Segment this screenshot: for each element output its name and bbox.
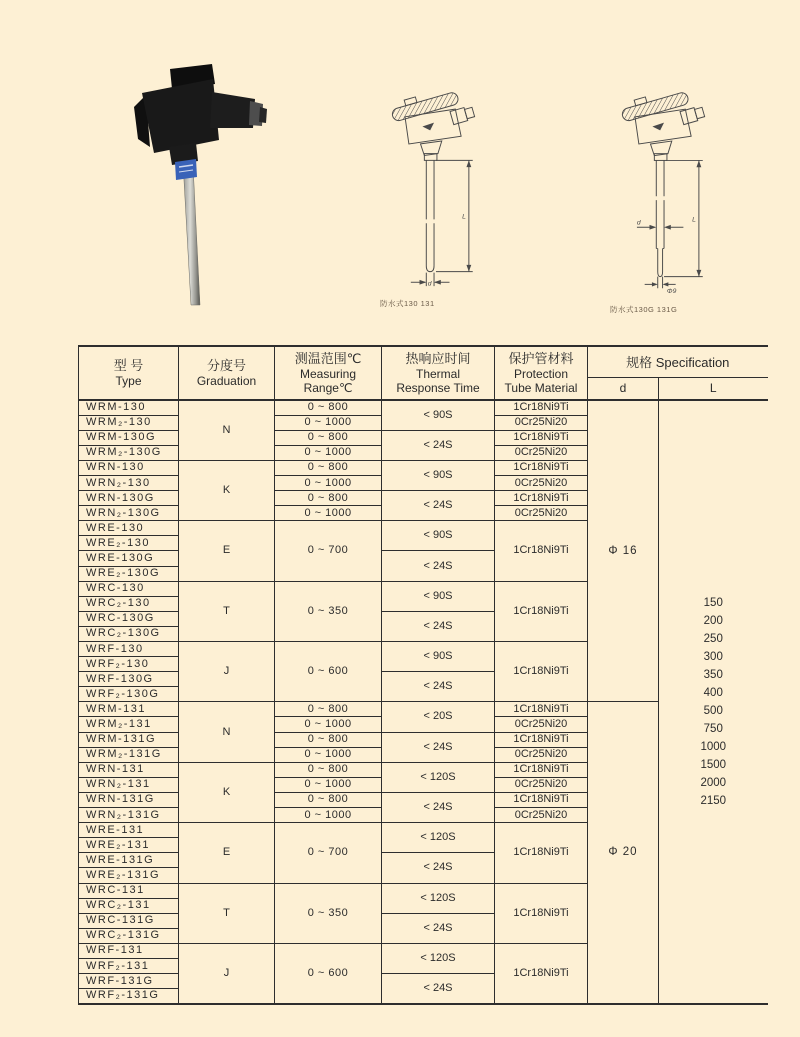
diameter-cell: Φ 16 [588,400,659,702]
header-thermal [382,346,495,400]
header-type [79,346,179,400]
range-cell: 0 ~ 1000 [275,747,382,762]
material-cell: 0Cr25Ni20 [495,415,588,430]
model-cell: WRF₂-130G [79,687,179,702]
length-value: 500 [703,704,723,717]
thermal-cell: < 24S [382,491,495,521]
material-cell: 0Cr25Ni20 [495,445,588,460]
thermal-cell: < 24S [382,974,495,1004]
thermal-cell: < 24S [382,792,495,822]
model-cell: WRF-131G [79,974,179,989]
technical-drawing-130 [380,82,492,309]
probe-label [175,159,197,180]
thermal-cell: < 120S [382,762,495,792]
model-cell: WRE₂-131G [79,868,179,883]
material-cell: 0Cr25Ni20 [495,475,588,490]
model-cell: WRE-130G [79,551,179,566]
range-cell: 0 ~ 800 [275,430,382,445]
thermal-cell: < 24S [382,672,495,702]
header-graduation-cn: 分度号 [206,358,246,373]
length-value: 250 [703,632,723,645]
model-cell: WRC-131 [79,883,179,898]
range-cell: 0 ~ 1000 [275,475,382,490]
material-cell: 1Cr18Ni9Ti [495,792,588,807]
model-cell: WRE₂-130 [79,536,179,551]
range-cell: 0 ~ 800 [275,732,382,747]
length-value: 750 [703,722,723,735]
dimension-d [411,273,450,288]
model-cell: WRE-130 [79,521,179,536]
model-cell: WRN₂-131G [79,808,179,823]
range-cell: 0 ~ 800 [275,491,382,506]
material-cell: 1Cr18Ni9Ti [495,702,588,717]
length-value: 150 [703,596,723,609]
graduation-cell: N [179,400,275,460]
header-material-en2: Tube Material [504,381,578,395]
thermal-cell: < 90S [382,400,495,430]
dim-L-label: L [692,216,696,224]
model-cell: WRE₂-130G [79,566,179,581]
range-cell: 0 ~ 800 [275,762,382,777]
header-range-en2: Range℃ [303,381,353,395]
length-value: 2150 [700,794,727,807]
graduation-cell: T [179,581,275,641]
range-cell: 0 ~ 1000 [275,506,382,521]
length-value: 1500 [700,758,727,771]
model-cell: WRN₂-130G [79,506,179,521]
thermal-cell: < 24S [382,853,495,883]
model-cell: WRF-131 [79,943,179,958]
material-cell: 1Cr18Ni9Ti [495,460,588,475]
model-cell: WRM-130G [79,430,179,445]
drawing-130-art [380,82,490,290]
length-value: 1000 [700,740,727,753]
header-material [495,346,588,400]
model-cell: WRE-131 [79,823,179,838]
tip-diameter-label: Φ9 [666,288,677,296]
range-cell: 0 ~ 800 [275,460,382,475]
thermal-cell: < 90S [382,642,495,672]
length-value: 200 [703,614,723,627]
model-cell: WRC-131G [79,913,179,928]
header-specification: 规格 Specification [588,346,768,378]
junction-head [134,64,267,180]
range-cell: 0 ~ 1000 [275,808,382,823]
material-cell: 1Cr18Ni9Ti [495,521,588,581]
drawing-head [619,86,705,161]
thermal-cell: < 24S [382,430,495,460]
model-cell: WRM₂-131G [79,747,179,762]
range-cell: 0 ~ 1000 [275,445,382,460]
model-cell: WRE-131G [79,853,179,868]
thermocouple-photo-art [112,55,312,310]
graduation-cell: J [179,943,275,1003]
material-cell: 0Cr25Ni20 [495,808,588,823]
range-cell: 0 ~ 1000 [275,415,382,430]
header-material-en1: Protection [513,367,569,381]
thermal-cell: < 90S [382,581,495,611]
material-cell: 1Cr18Ni9Ti [495,883,588,943]
dimension-tip [645,277,677,295]
model-cell: WRF₂-130 [79,657,179,672]
graduation-cell: J [179,642,275,702]
drawing-head [389,86,475,161]
graduation-cell: E [179,823,275,883]
graduation-cell: K [179,460,275,520]
model-cell: WRF-130 [79,642,179,657]
material-cell: 1Cr18Ni9Ti [495,762,588,777]
model-cell: WRE₂-131 [79,838,179,853]
header-material-cn: 保护管材料 [508,351,574,366]
header-type-cn: 型 号 [113,358,144,373]
drawing-probe [656,160,664,276]
graduation-cell: T [179,883,275,943]
product-photo [112,55,312,310]
model-cell: WRN-130 [79,460,179,475]
model-cell: WRC₂-131G [79,928,179,943]
range-cell: 0 ~ 350 [275,883,382,943]
material-cell: 1Cr18Ni9Ti [495,430,588,445]
header-range [275,346,382,400]
thermal-cell: < 120S [382,943,495,973]
range-cell: 0 ~ 600 [275,943,382,1003]
header-range-cn: 测温范围℃ [294,351,362,366]
drawing-probe [426,160,434,271]
header-range-en1: Measuring [299,367,357,381]
header-thermal-cn: 热响应时间 [405,351,471,366]
model-cell: WRF₂-131G [79,989,179,1004]
model-cell: WRN₂-130 [79,475,179,490]
material-cell: 1Cr18Ni9Ti [495,943,588,1003]
model-cell: WRM-130 [79,400,179,415]
material-cell: 0Cr25Ni20 [495,747,588,762]
length-value: 300 [703,650,723,663]
model-cell: WRF-130G [79,672,179,687]
model-cell: WRM₂-130G [79,445,179,460]
thermal-cell: < 120S [382,823,495,853]
graduation-cell: N [179,702,275,762]
range-cell: 0 ~ 1000 [275,717,382,732]
dimension-L [664,160,703,276]
model-cell: WRC₂-130G [79,626,179,641]
specification-table [78,345,768,1005]
thermal-cell: < 24S [382,913,495,943]
material-cell: 0Cr25Ni20 [495,777,588,792]
length-value: 2000 [700,776,727,789]
material-cell: 0Cr25Ni20 [495,506,588,521]
thermal-cell: < 20S [382,702,495,732]
model-cell: WRM₂-131 [79,717,179,732]
model-cell: WRC₂-131 [79,898,179,913]
range-cell: 0 ~ 350 [275,581,382,641]
model-cell: WRF₂-131 [79,958,179,973]
technical-drawing-130G [610,82,722,315]
header-L: L [659,378,768,401]
header-graduation-en: Graduation [196,374,257,388]
diameter-cell: Φ 20 [588,702,659,1004]
material-cell: 1Cr18Ni9Ti [495,823,588,883]
range-cell: 0 ~ 800 [275,702,382,717]
range-cell: 0 ~ 700 [275,823,382,883]
dim-d-label: d [636,219,641,227]
model-cell: WRN₂-131 [79,777,179,792]
thermal-cell: < 90S [382,521,495,551]
range-cell: 0 ~ 800 [275,400,382,415]
model-cell: WRC-130 [79,581,179,596]
material-cell: 1Cr18Ni9Ti [495,400,588,415]
material-cell: 1Cr18Ni9Ti [495,642,588,702]
length-cell [659,400,768,1004]
thermal-cell: < 120S [382,883,495,913]
model-cell: WRC₂-130 [79,596,179,611]
thermal-cell: < 24S [382,551,495,581]
header-thermal-en1: Thermal [415,367,460,381]
thermal-cell: < 24S [382,732,495,762]
thermal-cell: < 24S [382,611,495,641]
range-cell: 0 ~ 1000 [275,777,382,792]
range-cell: 0 ~ 700 [275,521,382,581]
graduation-cell: K [179,762,275,822]
drawing-130G-art [610,82,720,296]
dim-L-label: L [462,213,466,221]
model-cell: WRN-131G [79,792,179,807]
thermal-cell: < 90S [382,460,495,490]
material-cell: 0Cr25Ni20 [495,717,588,732]
header-thermal-en2: Response Time [396,381,480,395]
model-cell: WRM-131G [79,732,179,747]
material-cell: 1Cr18Ni9Ti [495,491,588,506]
length-value: 400 [703,686,723,699]
range-cell: 0 ~ 600 [275,642,382,702]
range-cell: 0 ~ 800 [275,792,382,807]
model-cell: WRN-131 [79,762,179,777]
header-graduation [179,346,275,400]
header-type-en: Type [115,374,142,388]
model-cell: WRC-130G [79,611,179,626]
drawing-130-caption: 防水式130 131 [380,299,435,308]
length-value: 350 [703,668,723,681]
dim-d-label: d [427,280,432,288]
model-cell: WRM₂-130 [79,415,179,430]
model-cell: WRM-131 [79,702,179,717]
model-cell: WRN-130G [79,491,179,506]
drawing-130G-caption: 防水式130G 131G [610,305,678,314]
dimension-d [637,219,683,229]
material-cell: 1Cr18Ni9Ti [495,732,588,747]
material-cell: 1Cr18Ni9Ti [495,581,588,641]
graduation-cell: E [179,521,275,581]
dimension-L [436,160,473,271]
header-d: d [588,378,659,401]
